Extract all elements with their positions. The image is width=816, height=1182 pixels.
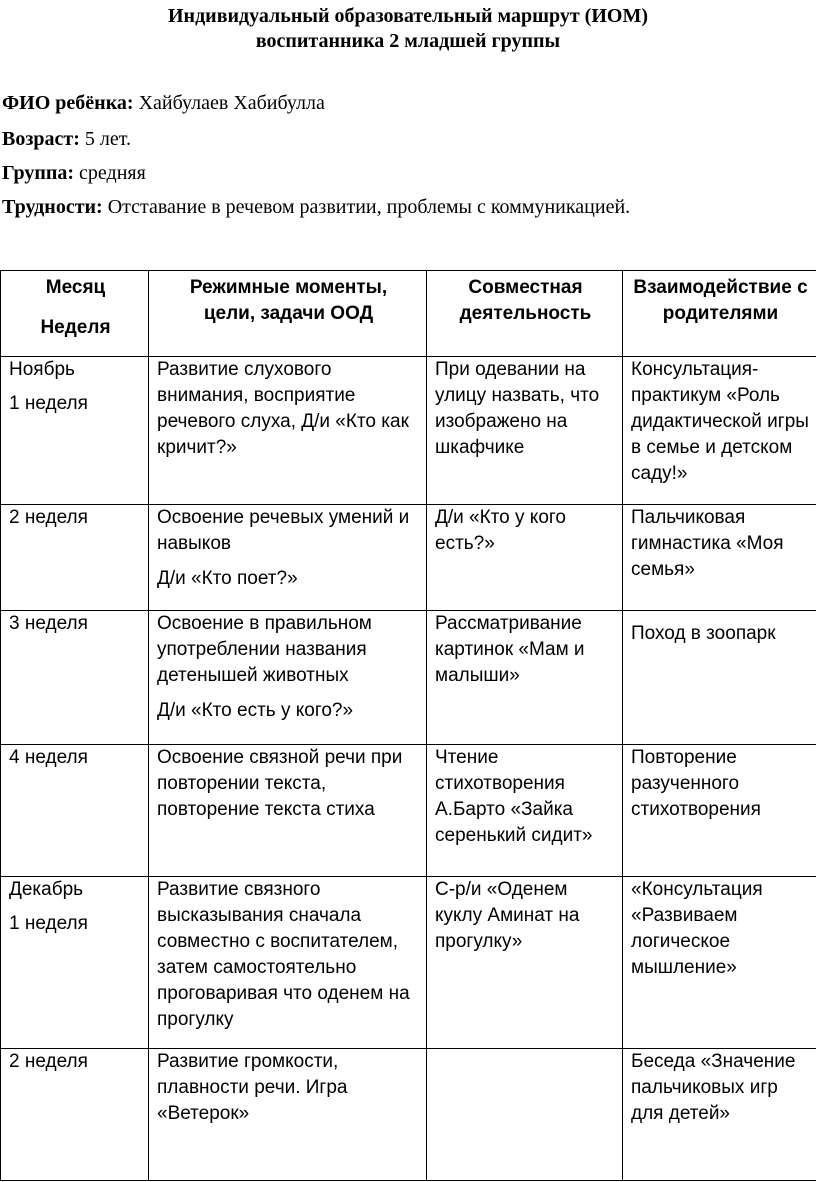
cell-mode bbox=[149, 745, 427, 877]
header-parents-line-1: Взаимодействие с bbox=[633, 277, 808, 298]
table-row bbox=[1, 1049, 816, 1181]
table-row bbox=[1, 611, 816, 745]
header-week: Неделя bbox=[40, 317, 111, 338]
cell-mode-game: Д/и «Кто есть у кого?» bbox=[157, 700, 354, 721]
cell-parents-text: «Консультация «Развиваем логическое мышление» bbox=[631, 879, 763, 978]
cell-parents bbox=[623, 1049, 816, 1181]
header-mode bbox=[149, 271, 427, 357]
cell-month-week bbox=[1, 877, 149, 1049]
cell-parents-text: Пальчиковая гимнастика «Моя семья» bbox=[631, 507, 784, 580]
name-label: ФИО ребёнка: bbox=[2, 92, 134, 114]
table-row bbox=[1, 745, 816, 877]
cell-joint-text: При одевании на улицу назвать, что изображено на шкафчике bbox=[435, 359, 600, 458]
group-label: Группа: bbox=[2, 162, 75, 184]
cell-mode-text: Развитие громкости, плавности речи. Игра «Ветерок» bbox=[157, 1051, 348, 1124]
cell-parents bbox=[623, 877, 816, 1049]
cell-joint bbox=[427, 877, 623, 1049]
cell-joint bbox=[427, 357, 623, 505]
header-parents bbox=[623, 271, 816, 357]
name-value: Хайбулаев Хабибулла bbox=[138, 92, 325, 114]
info-group bbox=[2, 161, 146, 185]
header-month-week bbox=[1, 271, 149, 357]
table-row bbox=[1, 877, 816, 1049]
cell-mode-text: Освоение речевых умений и навыков bbox=[157, 507, 410, 554]
cell-joint-text: Чтение стихотворения А.Барто «Зайка серенький сидит» bbox=[435, 747, 593, 846]
title-line-2: воспитанника 2 младшей группы bbox=[255, 30, 561, 52]
cell-month-week bbox=[1, 1049, 149, 1181]
cell-joint-text: Д/и «Кто у кого есть?» bbox=[435, 507, 566, 554]
age-label: Возраст: bbox=[2, 128, 80, 150]
cell-month: Декабрь bbox=[9, 879, 84, 900]
cell-week: 1 неделя bbox=[9, 393, 88, 414]
cell-mode-text: Развитие связного высказывания сначала совместно с воспитателем, затем самостоятельно проговаривая что оденем на прогулку bbox=[157, 879, 410, 1030]
info-age bbox=[2, 127, 131, 151]
cell-parents-text: Повторение разученного стихотворения bbox=[631, 747, 761, 820]
cell-week: 3 неделя bbox=[9, 613, 88, 634]
cell-mode-text: Развитие слухового внимания, восприятие речевого слуха, Д/и «Кто как кричит?» bbox=[157, 359, 409, 458]
cell-mode-game: Д/и «Кто поет?» bbox=[157, 568, 298, 589]
cell-mode-text: Освоение в правильном употреблении названия детенышей животных bbox=[157, 613, 372, 686]
cell-mode bbox=[149, 1049, 427, 1181]
cell-mode bbox=[149, 505, 427, 611]
info-name bbox=[2, 91, 325, 115]
cell-parents-text: Беседа «Значение пальчиковых игр для детей» bbox=[631, 1051, 796, 1124]
document-title bbox=[0, 4, 816, 54]
cell-month-week bbox=[1, 745, 149, 877]
header-parents-line-2: родителями bbox=[662, 303, 779, 324]
cell-week: 2 неделя bbox=[9, 1051, 88, 1072]
cell-joint bbox=[427, 505, 623, 611]
cell-week: 1 неделя bbox=[9, 913, 88, 934]
table-row bbox=[1, 357, 816, 505]
cell-month-week bbox=[1, 505, 149, 611]
cell-joint bbox=[427, 1049, 623, 1181]
table-header-row bbox=[1, 271, 816, 357]
header-mode-line-2: цели, задачи ООД bbox=[203, 303, 374, 324]
cell-week: 4 неделя bbox=[9, 747, 88, 768]
difficulties-label: Трудности: bbox=[2, 196, 103, 218]
cell-mode bbox=[149, 611, 427, 745]
cell-parents-text: Консультация-практикум «Роль дидактической игры в семье и детском саду!» bbox=[631, 359, 809, 484]
cell-parents bbox=[623, 745, 816, 877]
cell-mode bbox=[149, 357, 427, 505]
group-value: средняя bbox=[79, 162, 146, 184]
cell-mode bbox=[149, 877, 427, 1049]
cell-month: Ноябрь bbox=[9, 359, 75, 380]
cell-month-week bbox=[1, 611, 149, 745]
table-row bbox=[1, 505, 816, 611]
cell-month-week bbox=[1, 357, 149, 505]
difficulties-value: Отставание в речевом развитии, проблемы с коммуникацией. bbox=[107, 196, 631, 218]
cell-parents bbox=[623, 357, 816, 505]
cell-parents bbox=[623, 611, 816, 745]
age-value: 5 лет. bbox=[84, 128, 131, 150]
header-mode-line-1: Режимные моменты, bbox=[189, 277, 388, 298]
cell-mode-text: Освоение связной речи при повторении текста, повторение текста стиха bbox=[157, 747, 403, 820]
header-joint-line-2: деятельность bbox=[459, 303, 592, 324]
header-month: Месяц bbox=[45, 277, 106, 298]
cell-parents bbox=[623, 505, 816, 611]
cell-joint bbox=[427, 745, 623, 877]
cell-joint-text: Рассматривание картинок «Мам и малыши» bbox=[435, 613, 585, 686]
cell-week: 2 неделя bbox=[9, 507, 88, 528]
route-table bbox=[0, 270, 816, 1181]
info-difficulties bbox=[2, 195, 630, 219]
cell-joint bbox=[427, 611, 623, 745]
title-line-1: Индивидуальный образовательный маршрут (ИОМ) bbox=[167, 5, 648, 27]
header-joint-line-1: Совместная bbox=[468, 277, 583, 298]
cell-parents-text: Поход в зоопарк bbox=[631, 623, 776, 644]
cell-joint-text: С-р/и «Оденем куклу Аминат на прогулку» bbox=[435, 879, 580, 952]
header-joint bbox=[427, 271, 623, 357]
